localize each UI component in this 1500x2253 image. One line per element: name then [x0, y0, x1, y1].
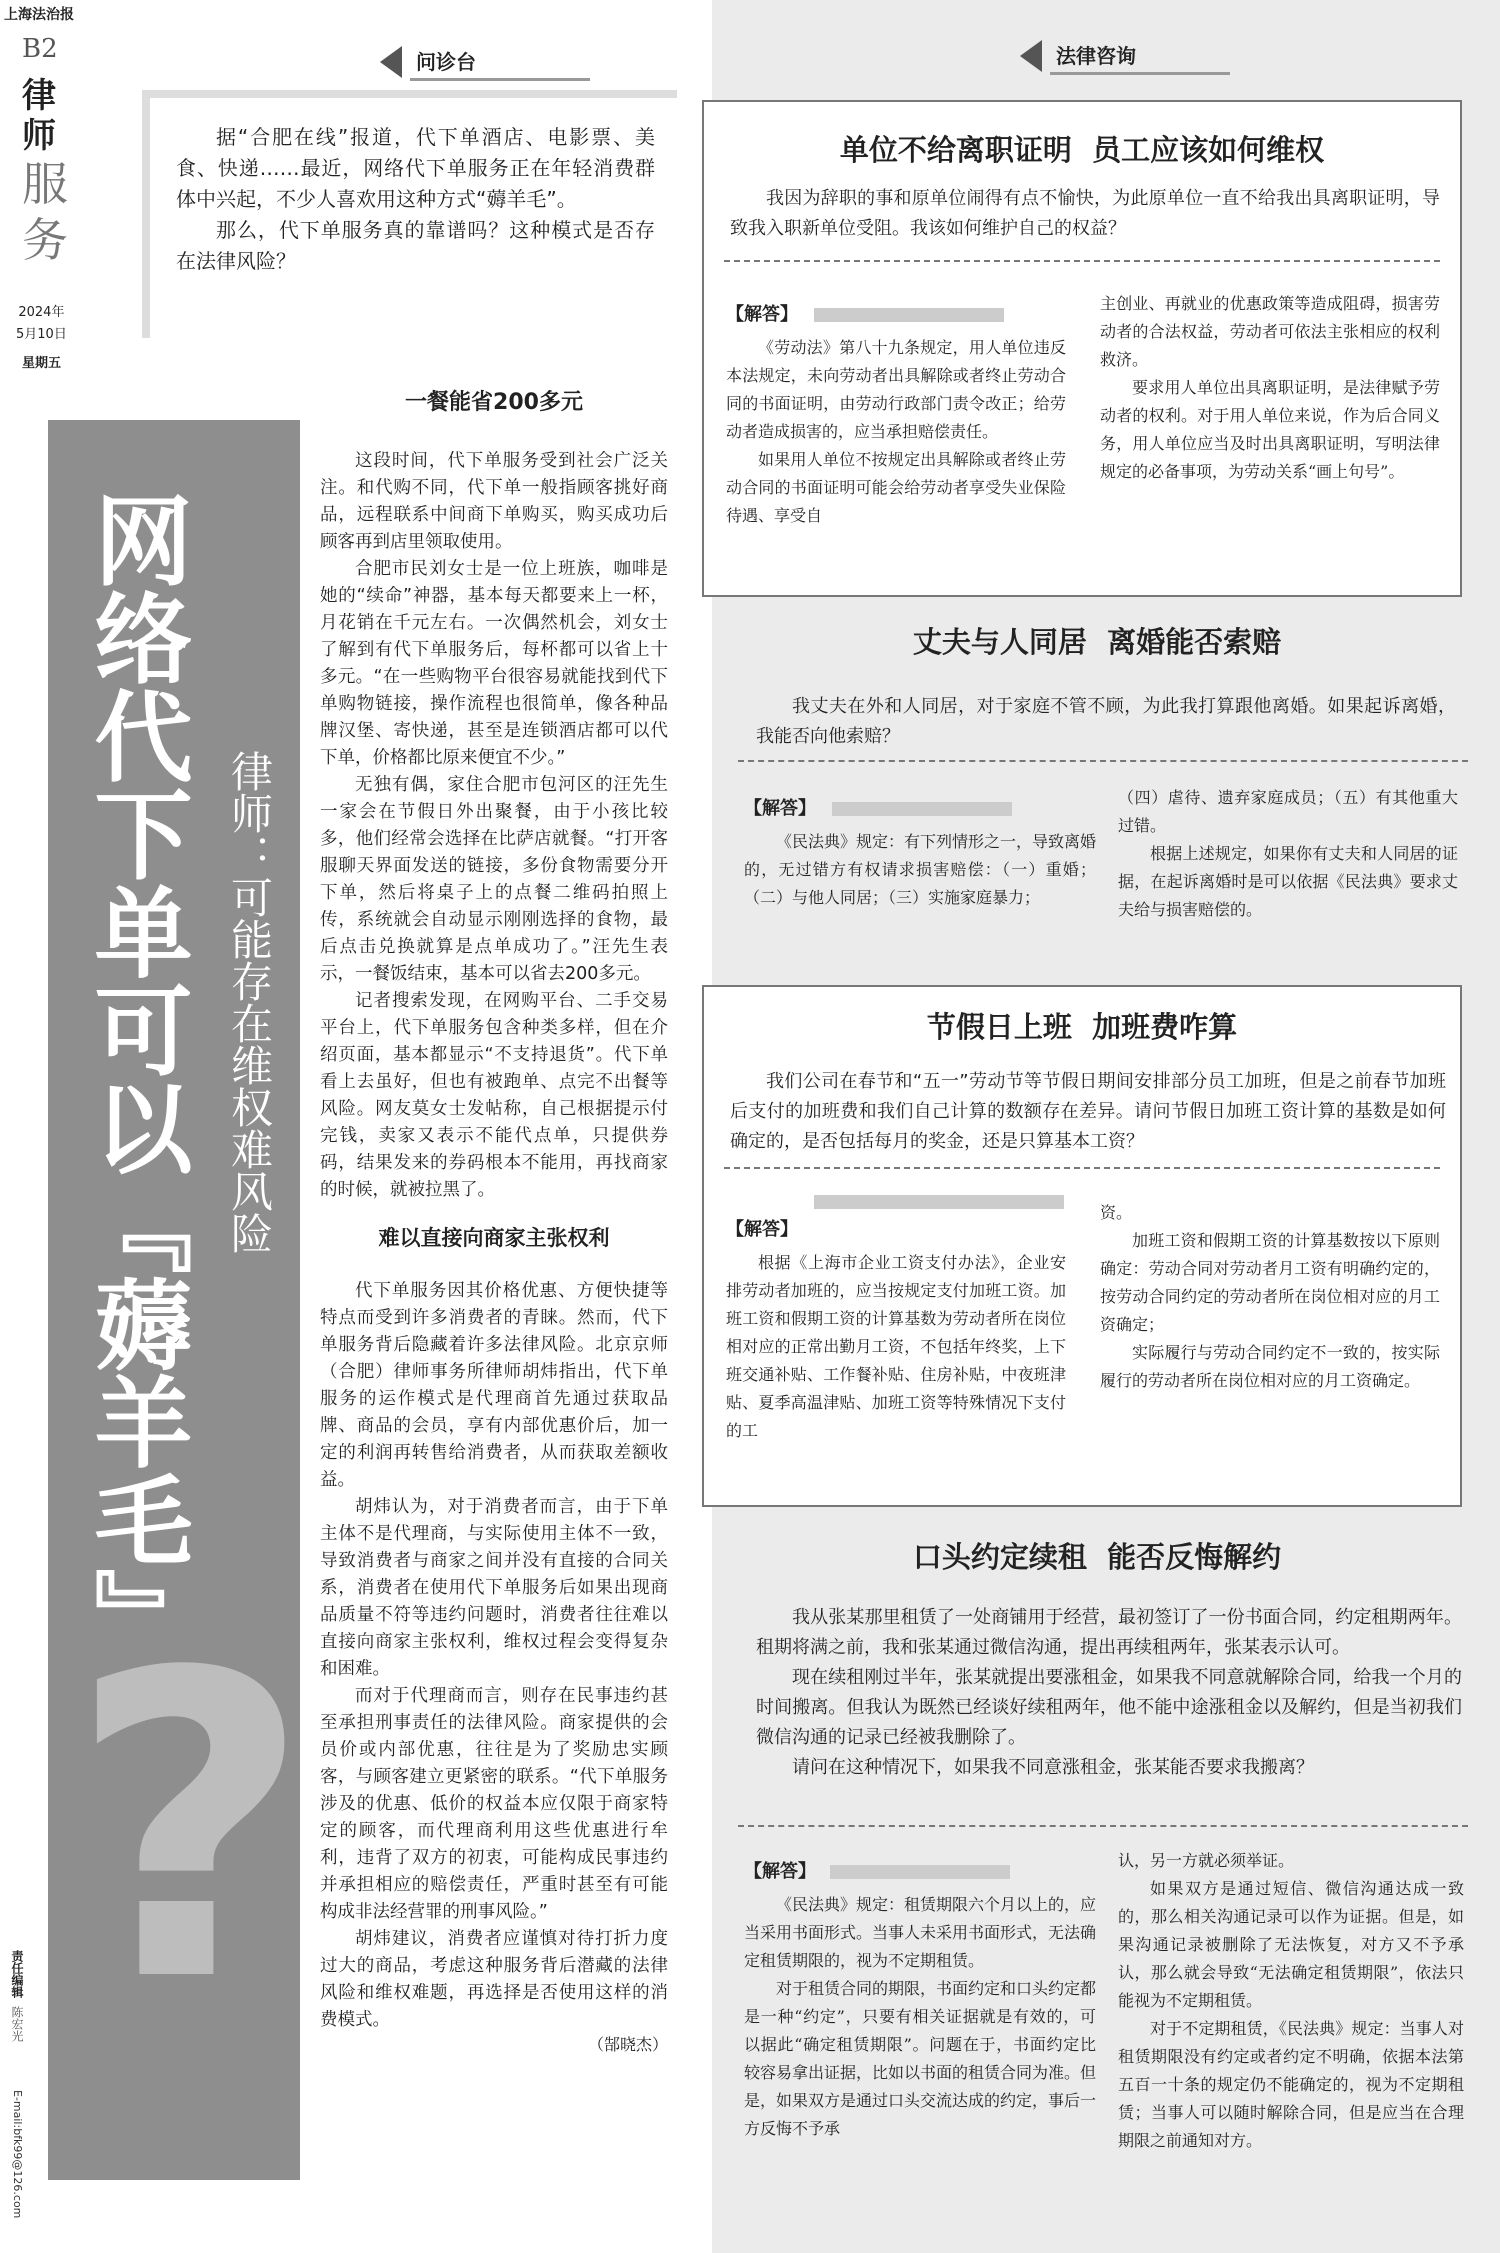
editor-name: 陈宏光: [10, 2005, 24, 2042]
qa-title: 单位不给离职证明 员工应该如何维权: [839, 133, 1325, 167]
headline: 网络代下单可以『薅羊毛』: [78, 490, 193, 1666]
answer-label: 【解答】: [744, 1861, 816, 1882]
issue-weekday: 星期五: [22, 356, 62, 371]
column-tab-right: [1020, 36, 1240, 76]
label-bar: [814, 308, 1004, 322]
answer-paragraph: 对于不定期租赁，《民法典》规定：当事人对租赁期限没有约定或者约定不明确，依据本法第五百一十条的规定仍不能确定的，视为不定期租赁；当事人可以随时解除合同，但是应当在合理期限之前通知对方。: [1118, 2019, 1464, 2150]
answer-col-left: [744, 828, 1096, 912]
article-paragraph: 胡炜认为，对于消费者而言，由于下单主体不是代理商，与实际使用主体不一致，导致消费者与商家之间并没有直接的合同关系，消费者在使用代下单服务后如果出现商品质量不符等违约问题时，消费者往往难以直接向商家主张权利，维权过程会变得复杂和困难。: [320, 1497, 668, 1679]
answer-paragraph: 根据上述规定，如果你有丈夫和人同居的证据，在起诉离婚时是可以依据《民法典》要求丈夫给与损害赔偿的。: [1118, 844, 1458, 919]
answer-paragraph: 如果双方是通过短信、微信沟通达成一致的，那么相关沟通记录可以作为证据。但是，如果沟通记录被删除了无法恢复，对方又不予承认，那么就会导致“无法确定租赁期限”，依法只能视为不定期租赁。: [1118, 1879, 1464, 2010]
answer-label: 【解答】: [726, 304, 798, 325]
answer-paragraph: （四）虐待、遗弃家庭成员；（五）有其他重大过错。: [1118, 788, 1458, 835]
answer-col-left: [744, 1891, 1096, 2143]
answer-col-right: [1100, 1199, 1440, 1395]
qa-box-overtime: [702, 985, 1462, 1507]
answer-label: 【解答】: [726, 1219, 798, 1240]
article-paragraph: 合肥市民刘女士是一位上班族，咖啡是她的“续命”神器，基本每天都要来上一杯，月花销在千元左右。一次偶然机会，刘女士了解到有代下单服务后，每杯都可以省上十多元。“在一些购物平台很容易就能找到代下单购物链接，操作流程也很简单，像各种品牌汉堡、寄快递，甚至是连锁酒店都可以代下单，价格都比原来便宜不少。”: [320, 559, 668, 768]
section-title: 一餐能省200多元: [405, 390, 583, 415]
article-paragraph: 这段时间，代下单服务受到社会广泛关注。和代购不同，代下单一般指顾客挑好商品，远程联系中间商下单购买，购买成功后顾客再到店里领取使用。: [320, 451, 668, 552]
article-body: [320, 385, 668, 2055]
answer-paragraph: 认，另一方就必须举证。: [1118, 1851, 1295, 1870]
qa-question: 我们公司在春节和“五一”劳动节等节假日期间安排部分员工加班，但是之前春节加班后支付的加班费和我们自己计算的数额存在差异。请问节假日加班工资计算的基数是如何确定的，是否包括每月的奖金，还是只算基本工资？: [730, 1071, 1446, 1152]
answer-col-left: [726, 334, 1066, 530]
divider: [738, 1825, 1468, 1827]
tab-underline: [410, 78, 590, 81]
answer-paragraph: 资。: [1100, 1203, 1133, 1222]
question-paragraph: 请问在这种情况下，如果我不同意涨租金，张某能否要求我搬离？: [792, 1757, 1314, 1778]
qa-box-resignation: [702, 100, 1462, 597]
headline-panel: [48, 420, 312, 2180]
qa-title: 口头约定续租 能否反悔解约: [912, 1540, 1282, 1574]
column-tab-left: [380, 42, 600, 82]
qa-question: 我因为辞职的事和原单位闹得有点不愉快，为此原单位一直不给我出具离职证明，导致我入职新单位受阻。我该如何维护自己的权益？: [730, 188, 1440, 239]
question-paragraph: 现在续租刚过半年，张某就提出要涨租金，如果我不同意就解除合同，给我一个月的时间搬离。但我认为既然已经谈好续租两年，他不能中途涨租金以及解约，但是当初我们微信沟通的记录已经被我删除了。: [756, 1667, 1462, 1748]
divider: [738, 760, 1468, 762]
answer-paragraph: 《民法典》规定：有下列情形之一，导致离婚的，无过错方有权请求损害赔偿：（一）重婚；（二）与他人同居；（三）实施家庭暴力；: [744, 832, 1097, 907]
tab-underline: [1050, 72, 1230, 75]
article-paragraph: 代下单服务因其价格优惠、方便快捷等特点而受到许多消费者的青睐。然而，代下单服务背后隐藏着许多法律风险。北京京师（合肥）律师事务所律师胡炜指出，代下单服务的运作模式是代理商首先通过获取品牌、商品的会员，享有内部优惠价后，加一定的利润再转售给消费者，从而获取差额收益。: [320, 1281, 668, 1490]
editor-label: 责任编辑: [10, 1950, 24, 1998]
answer-paragraph: 如果用人单位不按规定出具解除或者终止劳动合同的书面证明可能会给劳动者享受失业保险待遇、享受自: [726, 450, 1066, 525]
article-paragraph: 无独有偶，家住合肥市包河区的汪先生一家会在节假日外出聚餐，由于小孩比较多，他们经常会选择在比萨店就餐。“打开客服聊天界面发送的链接，多份食物需要分开下单，然后将桌子上的点餐二维码拍照上传，系统就会自动显示刚刚选择的食物，最后点击兑换就算是点单成功了。”汪先生表示，一餐饭结束，基本可以省去200多元。: [320, 775, 668, 984]
qa-section-lease: [712, 1515, 1482, 2215]
section-char: 服: [22, 157, 68, 211]
qa-title: 丈夫与人同居 离婚能否索赔: [912, 625, 1282, 659]
answer-paragraph: 主创业、再就业的优惠政策等造成阻碍，损害劳动者的合法权益，劳动者可依法主张相应的权利救济。: [1100, 294, 1440, 369]
section-title: 难以直接向商家主张权利: [378, 1226, 610, 1250]
intro-box: [150, 98, 685, 346]
article-paragraph: 而对于代理商而言，则存在民事违约甚至承担刑事责任的法律风险。商家提供的会员价或内部优惠，往往是为了奖励忠实顾客，与顾客建立更紧密的联系。“代下单服务涉及的优惠、低价的权益本应仅限于商家特定的顾客，而代理商利用这些优惠进行牟利，违背了双方的初衷，可能构成民事违约并承担相应的赔偿责任，严重时甚至有可能构成非法经营罪的刑事风险。”: [320, 1686, 668, 1922]
tab-label: 法律咨询: [1056, 44, 1136, 68]
label-bar: [830, 1865, 1010, 1879]
qa-title: 节假日上班 加班费咋算: [926, 1010, 1238, 1044]
subheadline: 律师：可能存在维权难风险: [225, 750, 274, 1254]
section-char: 务: [22, 213, 68, 267]
answer-col-right: [1118, 784, 1458, 924]
answer-paragraph: 要求用人单位出具离职证明，是法律赋予劳动者的权利。对于用人单位来说，作为后合同义务，用人单位应当及时出具离职证明，写明法律规定的必备事项，为劳动关系“画上句号”。: [1100, 378, 1440, 481]
page-number: B2: [22, 34, 58, 64]
answer-col-right: [1100, 290, 1440, 486]
paper-name: 上海法治报: [4, 7, 74, 23]
answer-paragraph: 根据《上海市企业工资支付办法》，企业安排劳动者加班的，应当按规定支付加班工资。加班工资和假期工资的计算基数为劳动者所在岗位相对应的正常出勤月工资，不包括年终奖，上下班交通补贴、工作餐补贴、住房补贴，中夜班津贴、夏季高温津贴、加班工资等特殊情况下支付的工: [726, 1253, 1066, 1440]
section-char: 律: [22, 76, 56, 116]
article-paragraph: 胡炜建议，消费者应谨慎对待打折力度过大的商品，考虑这种服务背后潜藏的法律风险和维权难题，再选择是否使用这样的消费模式。: [320, 1929, 668, 2030]
divider: [724, 260, 1440, 262]
answer-col-right: [1118, 1847, 1464, 2155]
answer-paragraph: 《劳动法》第八十九条规定，用人单位违反本法规定，未向劳动者出具解除或者终止劳动合同的书面证明，由劳动行政部门责令改正；给劳动者造成损害的，应当承担赔偿责任。: [726, 338, 1066, 441]
masthead: [0, 0, 100, 380]
answer-paragraph: 加班工资和假期工资的计算基数按以下原则确定：劳动合同对劳动者月工资有明确约定的，按劳动合同约定的劳动者所在岗位相对应的月工资确定；: [1100, 1231, 1440, 1334]
byline: （郜晓杰）: [587, 2035, 668, 2054]
qa-question: 我丈夫在外和人同居，对于家庭不管不顾，为此我打算跟他离婚。如果起诉离婚，我能否向他索赔？: [756, 696, 1456, 747]
answer-label: 【解答】: [744, 798, 816, 819]
answer-paragraph: 对于租赁合同的期限，书面约定和口头约定都是一种“约定”，只要有相关证据就是有效的，可以据此“确定租赁期限”。问题在于，书面约定比较容易拿出证据，比如以书面的租赁合同为准。但是，如果双方是通过口头交流达成的约定，事后一方反悔不予承: [744, 1979, 1097, 2138]
section-name: [22, 76, 68, 268]
question-paragraph: 我从张某那里租赁了一处商铺用于经营，最初签订了一份书面合同，约定租期两年。租期将满之前，我和张某通过微信沟通，提出再续租两年，张某表示认可。: [756, 1607, 1462, 1658]
intro-paragraph: 那么，代下单服务真的靠谱吗？这种模式是否存在法律风险？: [176, 218, 655, 273]
issue-date: 2024年 5月10日: [16, 305, 67, 342]
divider: [724, 1167, 1440, 1169]
section-char: 师: [22, 116, 56, 156]
label-bar: [814, 1195, 1064, 1209]
question-mark-icon: ?: [68, 1585, 312, 2074]
qa-question: [756, 1603, 1462, 1783]
intro-paragraph: 据“合肥在线”报道，代下单酒店、电影票、美食、快递……最近，网络代下单服务正在年轻消费群体中兴起，不少人喜欢用这种方式“薅羊毛”。: [176, 125, 655, 211]
editor-email: E-mail:bfk99@126.com: [11, 2090, 24, 2219]
tab-label: 问诊台: [416, 50, 476, 74]
article-paragraph: 记者搜索发现，在网购平台、二手交易平台上，代下单服务包含种类多样，但在介绍页面，基本都显示“不支持退货”。代下单看上去虽好，但也有被跑单、点完不出餐等风险。网友莫女士发帖称，自己根据提示付完钱，卖家又表示不能代点单，只提供券码，结果发来的券码根本不能用，再找商家的时候，就被拉黑了。: [320, 991, 668, 1200]
tab-arrow-icon: [1020, 40, 1042, 72]
answer-col-left: [726, 1249, 1066, 1445]
label-bar: [832, 802, 1012, 816]
answer-paragraph: 实际履行与劳动合同约定不一致的，按实际履行的劳动者所在岗位相对应的月工资确定。: [1100, 1343, 1440, 1390]
tab-arrow-icon: [380, 46, 402, 78]
qa-section-adultery: [712, 610, 1482, 970]
answer-paragraph: 《民法典》规定：租赁期限六个月以上的，应当采用书面形式。当事人未采用书面形式，无法确定租赁期限的，视为不定期租赁。: [744, 1895, 1097, 1970]
